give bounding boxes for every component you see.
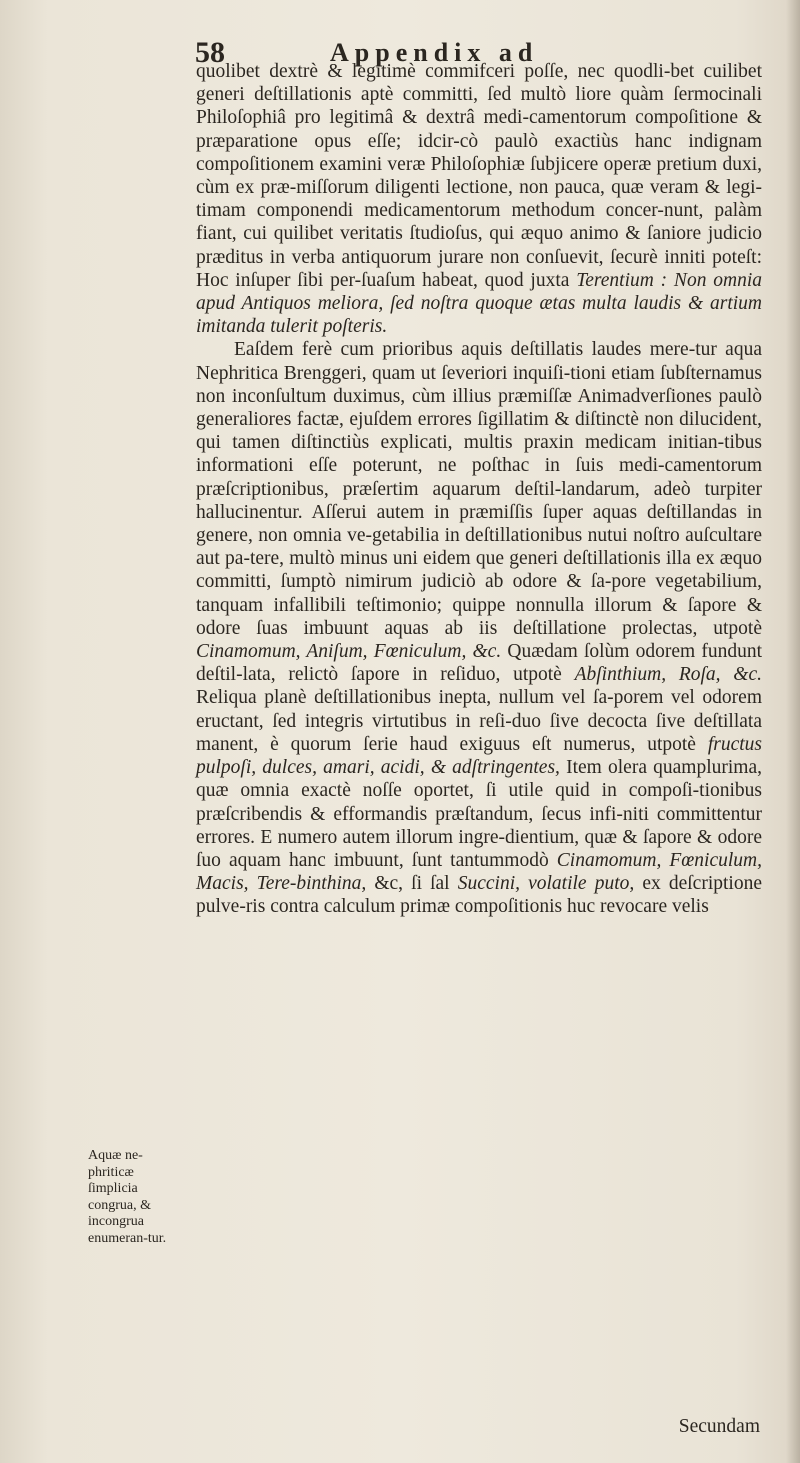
italic-text: Succini, volatile puto, [457, 873, 635, 895]
paragraph-text: Reliqua planè deſtillationibus inepta, nullum vel ſa-porem vel odorem eructant, ſed integris virtutibus in reſi-duo ſive decocta ſive deſtillata manent, è quorum ſerie haud exiguus eſt numerus, utpotè [196, 687, 762, 755]
running-title: Appendix ad [330, 38, 539, 67]
paragraph-text: Eaſdem ferè cum prioribus aquis deſtillatis laudes mere-tur aqua Nephritica Brenggeri, quam ut ſeveriori inquiſi-tioni etiam ſubſternamus non inconſultum duximus, cùm illius præmiſſæ Animadverſiones paulò generaliores factæ, ejuſdem errores ſigillatim & diſtinctè non dilucident, qui tamen diſtinctiùs explicati, multis praxin medicam initian-tibus informationi eſſe poterunt, ne poſthac in ſuis medi-camentorum præſcriptionibus, præſertim aquarum deſtil-landarum, adeò turpiter hallucinentur. Aſſerui autem in præmiſſis ſuper aquas deſtillandas in genere, non omnia ve-getabilia in deſtillationibus nutui noſtro auſcultare aut pa-tere, multò minus uni eidem que generi deſtillationis illa ex æquo committi, ſumptò nimirum judiciò ab odore & ſa-pore vegetabilium, tanquam infallibili teſtimonio; quippe nonnulla illorum & ſapore & odore ſuas imbuunt aquas ab iis deſtillatione prolectas, utpotè [196, 339, 762, 639]
paragraph [196, 338, 762, 918]
italic-text: Cinamomum, Fœniculum, Macis, Tere-binthina, [196, 849, 762, 895]
paragraph-text: Quædam ſolùm odorem fundunt deſtil-lata, relictò ſapore in reſiduo, utpotè [196, 641, 762, 686]
italic-text: fructus pulpoſi, dulces, amari, acidi, & adſtringentes, [196, 733, 763, 779]
body-text [196, 60, 762, 919]
terence-quote: Terentium : Non omnia apud Antiquos meliora, ſed noſtra quoque ætas multa laudis & artium imitanda tulerit poſteris. [196, 269, 762, 338]
paragraph-text: ex deſcriptione pulve-ris contra calculum primæ compoſitionis huc revocare velis [196, 873, 762, 918]
paragraph-text: Item olera quamplurima, quæ omnia exactè noſſe oportet, ſi utile quid in compoſi-tionibus præſcribendis & efformandis præſtandum, ſecus infi-niti committentur errores. E numero autem illorum ingre-dientium, quæ & ſapore & odore ſuo aquam hanc imbuunt, ſunt tantummodò [196, 757, 762, 871]
italic-text: Cinamomum, Aniſum, Fœniculum, &c. [196, 641, 502, 663]
catchword: Secundam [678, 1416, 760, 1437]
paragraph-text: &c, ſi ſal [374, 873, 450, 895]
margin-note: Aquæ ne-phriticæ ſimplicia congrua, & incongrua enumeran-tur. [88, 1148, 167, 1246]
paragraph-text: quolibet dextrè & legitimè commifceri poſſe, nec quodli-bet cuilibet generi deſtillationis aptè committi, ſed multò liore quàm ſermocinali Philoſophiâ pro legitimâ & dextrâ medi-camentorum compoſitione & præparatione opus eſſe; idcir-cò paulò exactiùs hanc indignam compoſitionem examini veræ Philoſophiæ ſubjicere operæ pretium duxi, cùm ex præ-miſſorum diligenti lectione, non pauca, quæ veram & legi-timam componendi medicamentorum methodum concer-nunt, palàm fiant, cui quilibet veritatis ſtudioſus, qui æquo animo & ſaniore judicio præditus in verba antiquorum jurare non conſuevit, ſecurè inniti poteſt: Hoc inſuper ſibi per-ſuaſum habeat, quod juxta [196, 61, 762, 291]
paragraph [196, 60, 762, 338]
page-number: 58 [195, 36, 225, 69]
page-spine-shadow [786, 0, 800, 1463]
italic-text: Abſinthium, Roſa, &c. [574, 664, 762, 686]
